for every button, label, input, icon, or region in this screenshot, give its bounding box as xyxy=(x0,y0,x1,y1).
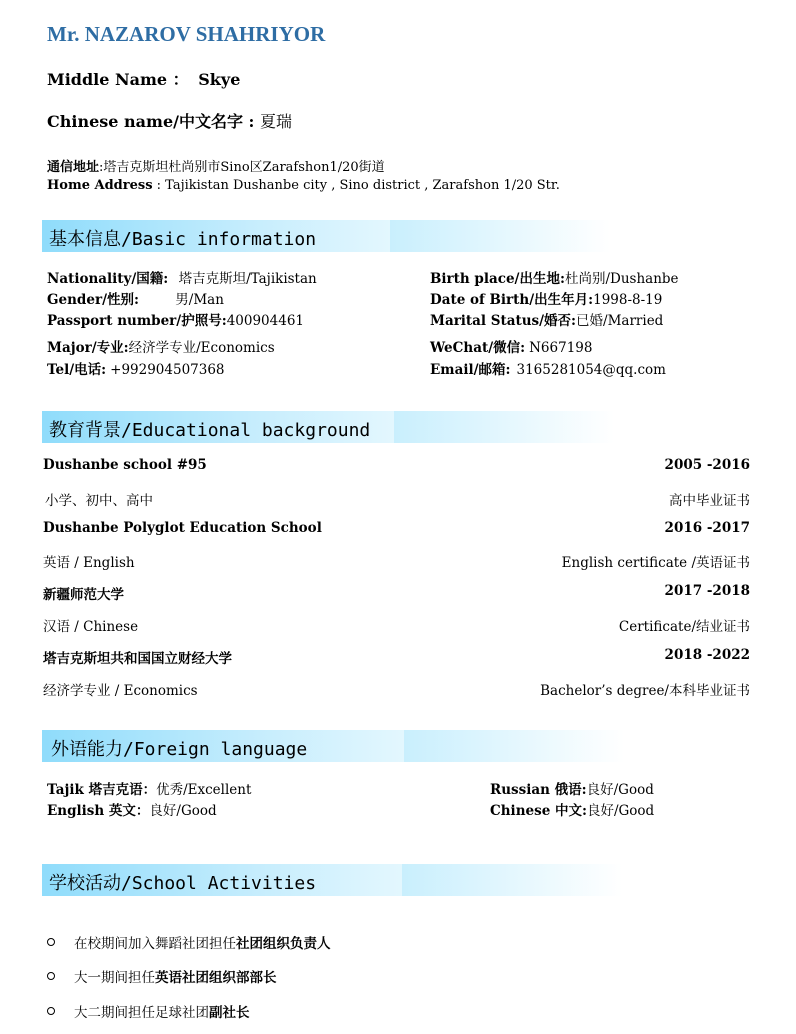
lang-tajik-row xyxy=(47,778,251,798)
lang-chinese-value: 良好/Good xyxy=(586,803,655,819)
address-en-row xyxy=(47,178,560,193)
marital-label: Marital Status/婚否: xyxy=(430,313,577,329)
edu-subject-1: 小学、初中、高中 xyxy=(45,493,153,509)
birthplace-value: 杜尚别/Dushanbe xyxy=(564,271,679,287)
wechat-value: N667198 xyxy=(529,340,593,356)
dob-label: Date of Birth/出生年月: xyxy=(430,292,594,308)
edu-subject-2: 英语 / English xyxy=(43,555,135,571)
major-label: Major/专业: xyxy=(47,340,129,356)
edu-years-4: 2018 -2022 xyxy=(664,647,750,663)
middle-name-label: Middle Name ： xyxy=(47,70,189,89)
passport-label: Passport number/护照号: xyxy=(47,313,227,329)
edu-school-4: 塔吉克斯坦共和国国立财经大学 xyxy=(43,651,232,667)
activity-item-1: 在校期间加入舞蹈社团担任社团组织负责人 xyxy=(74,936,331,952)
lang-chinese-row xyxy=(490,799,654,819)
lang-russian-value: 良好/Good xyxy=(586,782,654,798)
wechat-label: WeChat/微信: xyxy=(430,340,526,356)
lang-tajik-value: 优秀/Excellent xyxy=(156,782,252,798)
bullet-icon xyxy=(47,1007,55,1015)
page-title: Mr. NAZAROV SHAHRIYOR xyxy=(47,22,326,46)
major-row xyxy=(47,336,275,356)
section-activities xyxy=(42,864,622,896)
edu-years-3: 2017 -2018 xyxy=(664,583,750,599)
section-education-title: 教育背景/Educational background xyxy=(49,420,371,441)
lang-chinese-label: Chinese 中文: xyxy=(490,803,587,819)
section-activities-title: 学校活动/School Activities xyxy=(49,873,317,894)
edu-cert-4: Bachelor’s degree/本科毕业证书 xyxy=(540,683,750,699)
middle-name-value: Skye xyxy=(198,70,241,89)
major-value: 经济学专业/Economics xyxy=(128,340,275,356)
section-language xyxy=(42,730,622,762)
edu-school-3: 新疆师范大学 xyxy=(43,587,124,603)
edu-school-1: Dushanbe school #95 xyxy=(43,457,207,473)
dob-value: 1998-8-19 xyxy=(593,292,663,308)
nationality-label: Nationality/国籍: xyxy=(47,271,169,287)
section-language-title: 外语能力/Foreign language xyxy=(51,739,308,760)
section-education xyxy=(42,411,602,443)
edu-cert-2: English certificate /英语证书 xyxy=(561,555,750,571)
edu-subject-4: 经济学专业 / Economics xyxy=(43,683,198,699)
lang-english-row xyxy=(47,799,217,819)
passport-value: 400904461 xyxy=(226,313,305,329)
tel-value: +992904507368 xyxy=(110,362,225,378)
address-cn-row xyxy=(47,156,385,175)
dob-row xyxy=(430,288,662,308)
tel-label: Tel/电话: xyxy=(47,362,107,378)
edu-cert-1: 高中毕业证书 xyxy=(669,493,750,509)
email-value: 3165281054@qq.com xyxy=(516,362,666,378)
address-cn-value: :塔吉克斯坦杜尚别市Sino区Zarafshon1/20街道 xyxy=(99,160,385,175)
gender-value: 男/Man xyxy=(175,292,224,308)
marital-row xyxy=(430,309,663,329)
wechat-row xyxy=(430,336,592,356)
tel-row xyxy=(47,358,225,378)
edu-cert-3: Certificate/结业证书 xyxy=(618,619,750,635)
nationality-value: 塔吉克斯坦/Tajikistan xyxy=(178,271,317,287)
address-cn-label: 通信地址 xyxy=(47,160,100,175)
address-en-label: Home Address xyxy=(47,178,153,193)
chinese-name-value: 夏瑞 xyxy=(260,112,293,131)
gender-row xyxy=(47,288,224,308)
lang-tajik-label: Tajik 塔吉克语： xyxy=(47,782,157,798)
lang-russian-label: Russian 俄语: xyxy=(490,782,587,798)
lang-russian-row xyxy=(490,778,654,798)
edu-subject-3: 汉语 / Chinese xyxy=(43,619,139,635)
activity-item-3: 大二期间担任足球社团副社长 xyxy=(74,1005,250,1021)
chinese-name-row xyxy=(47,109,292,132)
birthplace-row xyxy=(430,267,679,287)
lang-english-value: 良好/Good xyxy=(149,803,217,819)
middle-name-row xyxy=(47,67,240,90)
edu-years-1: 2005 -2016 xyxy=(664,457,750,473)
birthplace-label: Birth place/出生地: xyxy=(430,271,565,287)
edu-school-2: Dushanbe Polyglot Education School xyxy=(43,520,322,536)
lang-english-label: English 英文： xyxy=(47,803,150,819)
nationality-row xyxy=(47,267,317,287)
address-en-value: : Tajikistan Dushanbe city , Sino district , Zarafshon 1/20 Str. xyxy=(152,178,560,193)
email-label: Email/邮箱: xyxy=(430,362,511,378)
chinese-name-label: Chinese name/中文名字 : xyxy=(47,112,255,131)
bullet-icon xyxy=(47,972,55,980)
gender-label: Gender/性别: xyxy=(47,292,139,308)
edu-years-2: 2016 -2017 xyxy=(664,520,750,536)
section-basic-information xyxy=(42,220,602,252)
bullet-icon xyxy=(47,938,55,946)
section-basic-title: 基本信息/Basic information xyxy=(49,229,317,250)
activity-item-2: 大一期间担任英语社团组织部部长 xyxy=(74,970,277,986)
email-row xyxy=(430,358,666,378)
marital-value: 已婚/Married xyxy=(576,313,664,329)
passport-row xyxy=(47,309,304,329)
